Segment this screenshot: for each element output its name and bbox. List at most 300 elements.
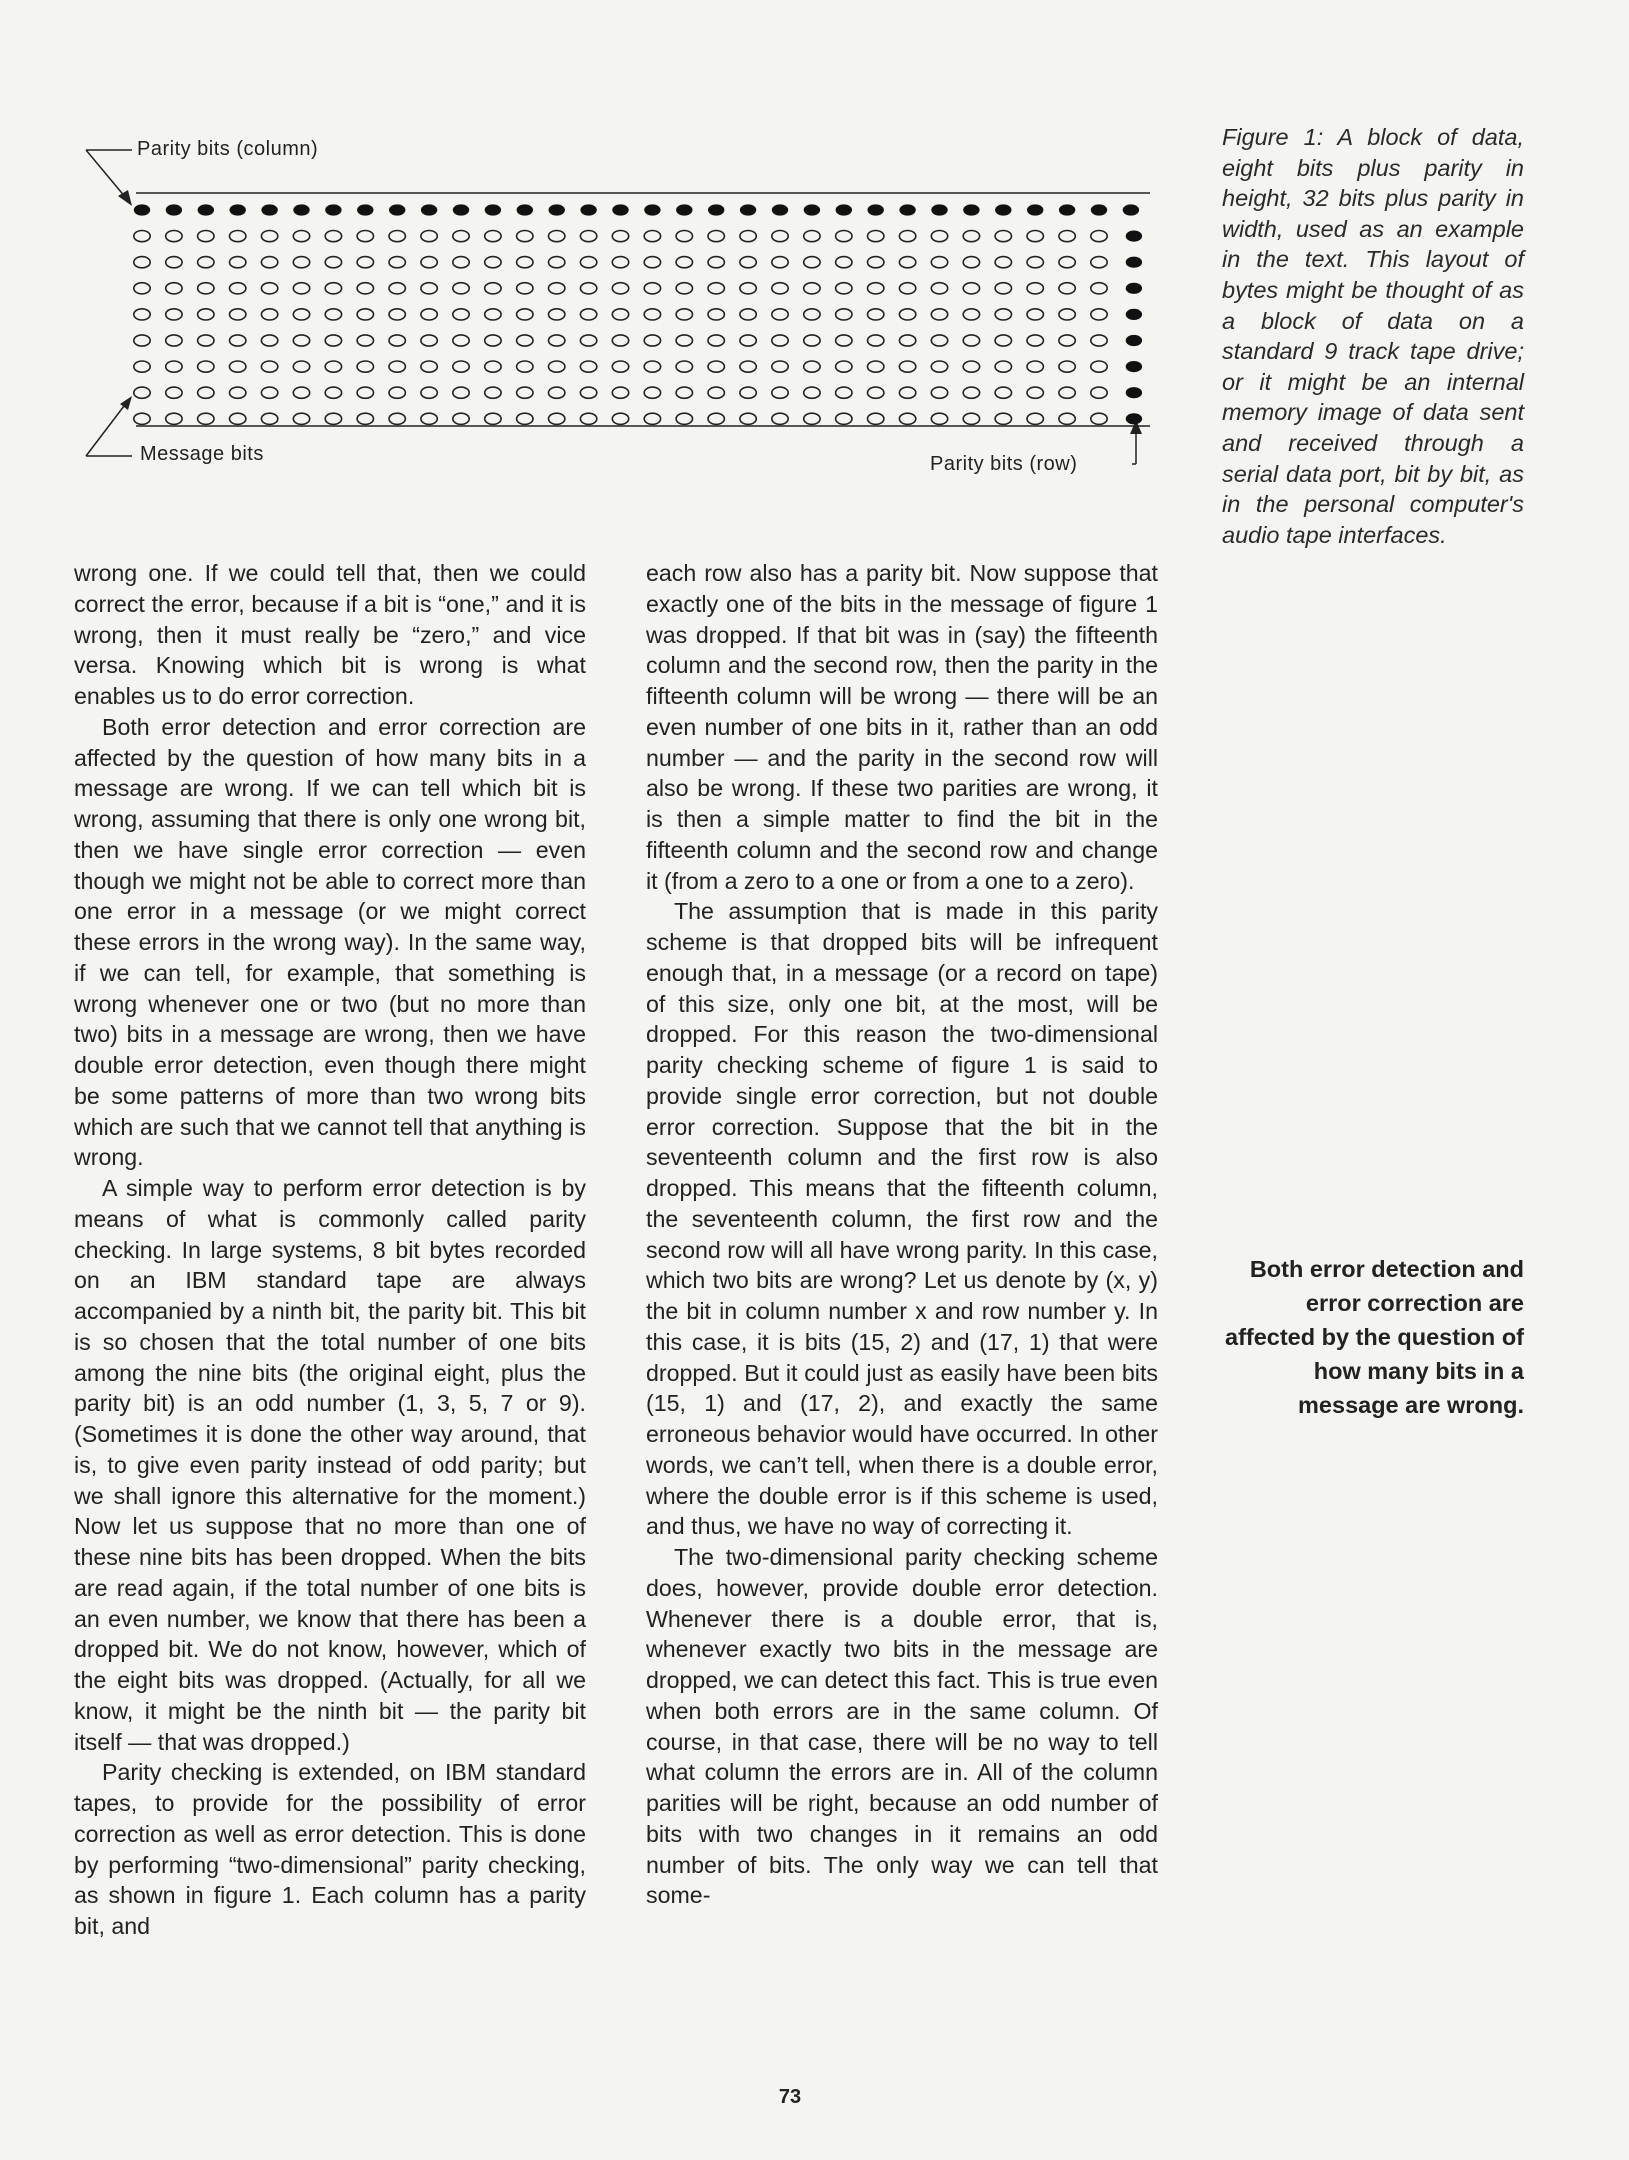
message-bit	[421, 413, 437, 424]
message-bit	[1091, 283, 1107, 294]
message-bit	[772, 387, 788, 398]
message-bit	[580, 361, 596, 372]
message-bit	[421, 335, 437, 346]
message-bit	[453, 413, 469, 424]
message-bit	[389, 413, 405, 424]
text-column-middle	[646, 558, 1158, 1911]
column-parity-bit	[963, 204, 979, 215]
message-bit	[676, 309, 692, 320]
message-bit	[453, 283, 469, 294]
message-bit	[612, 257, 628, 268]
message-bit	[899, 413, 915, 424]
message-bit	[740, 257, 756, 268]
message-bit	[421, 283, 437, 294]
message-bit	[230, 413, 246, 424]
message-bit	[517, 309, 533, 320]
column-parity-bit	[804, 204, 820, 215]
message-bit	[931, 387, 947, 398]
message-bit	[676, 257, 692, 268]
message-bit	[1027, 361, 1043, 372]
message-bit	[676, 361, 692, 372]
message-bit	[357, 309, 373, 320]
message-bit	[485, 283, 501, 294]
message-bit	[580, 231, 596, 242]
message-bit	[1091, 335, 1107, 346]
message-bit	[1027, 257, 1043, 268]
message-bit	[580, 309, 596, 320]
message-bit	[931, 413, 947, 424]
message-bit	[676, 335, 692, 346]
column-parity-bit	[1059, 204, 1075, 215]
message-bit	[868, 283, 884, 294]
message-bit	[1059, 257, 1075, 268]
message-bit	[676, 283, 692, 294]
message-bit	[325, 283, 341, 294]
message-bit	[453, 309, 469, 320]
message-bit	[804, 387, 820, 398]
message-bit	[612, 231, 628, 242]
row-parity-bit	[1126, 413, 1142, 424]
message-bit	[230, 387, 246, 398]
message-bit	[995, 309, 1011, 320]
message-bit	[134, 361, 150, 372]
message-bit	[676, 413, 692, 424]
message-bit	[868, 257, 884, 268]
message-bit	[1059, 361, 1075, 372]
message-bit	[963, 231, 979, 242]
message-bit	[1091, 361, 1107, 372]
message-bit	[166, 387, 182, 398]
message-bit	[325, 361, 341, 372]
message-bit	[772, 361, 788, 372]
message-bit	[995, 283, 1011, 294]
message-bit	[1091, 309, 1107, 320]
message-bit	[293, 335, 309, 346]
message-bit	[485, 413, 501, 424]
message-bit	[868, 309, 884, 320]
message-bit	[740, 361, 756, 372]
message-bit	[612, 283, 628, 294]
message-bit	[166, 231, 182, 242]
message-bit	[230, 257, 246, 268]
message-bit	[708, 283, 724, 294]
message-bit	[644, 361, 660, 372]
message-bit	[293, 309, 309, 320]
message-bit	[931, 335, 947, 346]
message-bit	[517, 361, 533, 372]
message-bit	[580, 413, 596, 424]
message-bit	[357, 361, 373, 372]
message-bit	[134, 309, 150, 320]
message-bit	[389, 257, 405, 268]
message-bit	[740, 387, 756, 398]
message-bit	[485, 257, 501, 268]
message-bit	[1059, 283, 1075, 294]
message-bit	[868, 231, 884, 242]
column-parity-bit	[453, 204, 469, 215]
message-bit	[389, 335, 405, 346]
message-bit	[166, 335, 182, 346]
message-bit	[644, 413, 660, 424]
message-bit	[517, 283, 533, 294]
column-parity-bit	[293, 204, 309, 215]
message-bit	[963, 257, 979, 268]
row-parity-bit	[1126, 361, 1142, 372]
message-bit	[644, 335, 660, 346]
message-bit	[166, 361, 182, 372]
paragraph: The two-dimensional parity checking scheme does, however, provide double error detection. Whenever there is a double error, that is, whenever exactly two bits in the message are dropped, we can detect this fact. This is true even when both errors are in the same column. Of course, in that case, there will be no way to tell what column the errors are in. All of the column parities will be right, because an odd number of bits with two changes in it remains an odd number of bits. The only way we can tell that some-	[646, 1544, 1158, 1909]
message-bit	[931, 309, 947, 320]
message-bit	[198, 387, 214, 398]
message-bit	[740, 283, 756, 294]
message-bit	[485, 361, 501, 372]
message-bit	[517, 413, 533, 424]
message-bit	[1091, 387, 1107, 398]
message-bit	[804, 413, 820, 424]
column-parity-bit	[261, 204, 277, 215]
message-bit	[389, 231, 405, 242]
page-number: 73	[778, 2086, 802, 2108]
column-parity-bit	[772, 204, 788, 215]
message-bit	[772, 335, 788, 346]
message-bit	[995, 361, 1011, 372]
message-bit	[166, 413, 182, 424]
message-bit	[580, 387, 596, 398]
message-bit	[517, 335, 533, 346]
message-bit	[485, 387, 501, 398]
message-bit	[453, 387, 469, 398]
message-bit	[836, 309, 852, 320]
column-parity-bit	[134, 204, 150, 215]
message-bit	[899, 309, 915, 320]
column-parity-bit	[740, 204, 756, 215]
column-parity-bit	[485, 204, 501, 215]
message-bit	[198, 283, 214, 294]
paragraph: wrong one. If we could tell that, then we could correct the error, because if a bit is “one,” and it is wrong, then it must really be “zero,” and vice versa. Knowing which bit is wrong is what enables us to do error correction.	[74, 560, 586, 709]
message-bit	[740, 335, 756, 346]
message-bit	[899, 283, 915, 294]
message-bit	[963, 309, 979, 320]
message-bit	[740, 309, 756, 320]
message-bit	[1091, 257, 1107, 268]
paragraph: Parity checking is extended, on IBM standard tapes, to provide for the possibility of error correction as well as error detection. This is done by performing “two-dimensional” parity checking, as shown in figure 1. Each column has a parity bit, and	[74, 1759, 586, 1939]
message-bit	[772, 257, 788, 268]
message-bit	[261, 257, 277, 268]
column-parity-bit	[357, 204, 373, 215]
message-bit	[261, 387, 277, 398]
message-bit	[325, 257, 341, 268]
column-parity-bit	[166, 204, 182, 215]
paragraph: The assumption that is made in this parity scheme is that dropped bits will be infrequent enough that, in a message (or a record on tape) of this size, only one bit, at the most, will be dropped. For this reason the two-dimensional parity checking scheme of figure 1 is said to provide single error correction, but not double error correction. Suppose that the bit in the seventeenth column and the first row is also dropped. This means that the fifteenth column, the seventeenth column, the first row and the second row will all have wrong parity. In this case, which two bits are wrong? Let us denote by (x, y) the bit in column number x and row number y. In this case, it is bits (15, 2) and (17, 1) that were dropped. But it could just as easily have been bits (15, 1) and (17, 2), and exactly the same erroneous behavior would have occurred. In other words, we can’t tell, when there is a double error, where the double error is if this scheme is used, and thus, we have no way of correcting it.	[646, 898, 1158, 1540]
column-parity-bit	[931, 204, 947, 215]
message-bit	[644, 387, 660, 398]
message-bit	[836, 361, 852, 372]
message-bit	[708, 361, 724, 372]
column-parity-bit	[325, 204, 341, 215]
message-bit	[868, 387, 884, 398]
message-bit	[325, 309, 341, 320]
column-parity-bit	[580, 204, 596, 215]
message-bit	[612, 387, 628, 398]
message-bit	[357, 231, 373, 242]
column-parity-bit	[868, 204, 884, 215]
message-bit	[198, 257, 214, 268]
message-bit	[485, 335, 501, 346]
message-bit	[549, 387, 565, 398]
message-bit	[612, 309, 628, 320]
message-bit	[772, 283, 788, 294]
message-bit	[166, 283, 182, 294]
label-message-bits: Message bits	[140, 443, 264, 465]
message-bit	[1027, 309, 1043, 320]
message-bit	[357, 387, 373, 398]
message-bit	[421, 257, 437, 268]
message-bit	[1091, 231, 1107, 242]
message-bit	[230, 309, 246, 320]
message-bit	[804, 335, 820, 346]
message-bit	[134, 231, 150, 242]
message-bit	[198, 413, 214, 424]
message-bit	[134, 413, 150, 424]
message-bit	[549, 361, 565, 372]
message-bit	[421, 231, 437, 242]
message-bit	[1027, 413, 1043, 424]
message-bit	[804, 361, 820, 372]
message-bit	[708, 231, 724, 242]
message-bit	[963, 387, 979, 398]
message-bit	[644, 283, 660, 294]
message-bit	[580, 335, 596, 346]
message-bit	[804, 309, 820, 320]
message-bit	[230, 335, 246, 346]
message-bit	[134, 257, 150, 268]
message-bit	[453, 335, 469, 346]
message-bit	[325, 387, 341, 398]
message-bit	[644, 257, 660, 268]
message-bit	[134, 387, 150, 398]
message-bit	[261, 413, 277, 424]
message-bit	[804, 231, 820, 242]
message-bit	[517, 387, 533, 398]
column-parity-bit	[198, 204, 214, 215]
message-bit	[549, 231, 565, 242]
message-bit	[389, 361, 405, 372]
message-bit	[549, 413, 565, 424]
message-bit	[549, 257, 565, 268]
figure-caption: Figure 1: A block of data, eight bits plus parity in height, 32 bits plus parity in width, used as an example in the text. This layout of bytes might be thought of as a block of data on a standard 9 track tape drive; or it might be an internal memory image of data sent and received through a serial data port, bit by bit, as in the personal computer's audio tape interfaces.	[1222, 124, 1524, 548]
message-bit	[868, 413, 884, 424]
message-bit	[899, 231, 915, 242]
message-bit	[325, 335, 341, 346]
message-bit	[230, 283, 246, 294]
message-bit	[485, 231, 501, 242]
message-bit	[868, 335, 884, 346]
message-bit	[580, 283, 596, 294]
message-bit	[293, 361, 309, 372]
message-bit	[198, 231, 214, 242]
message-bit	[1059, 413, 1075, 424]
row-parity-bit	[1126, 387, 1142, 398]
message-bit	[389, 387, 405, 398]
message-bit	[1059, 309, 1075, 320]
message-bit	[836, 387, 852, 398]
message-bit	[836, 413, 852, 424]
message-bit	[325, 413, 341, 424]
message-bit	[836, 335, 852, 346]
bit-grid	[134, 204, 1142, 424]
label-parity-bits-column: Parity bits (column)	[137, 138, 319, 160]
row-parity-bit	[1126, 283, 1142, 294]
message-bit	[293, 387, 309, 398]
message-bit	[868, 361, 884, 372]
message-bit	[325, 231, 341, 242]
message-bit	[612, 413, 628, 424]
message-bit	[261, 309, 277, 320]
message-bit	[804, 257, 820, 268]
message-bit	[676, 231, 692, 242]
paragraph: each row also has a parity bit. Now suppose that exactly one of the bits in the message of figure 1 was dropped. If that bit was in (say) the fifteenth column and the second row, then the parity in the fifteenth column will be wrong — there will be an even number of one bits in it, rather than an odd number — and the parity in the second row will also be wrong. If these two parities are wrong, it is then a simple matter to find the bit in the fifteenth column and the second row and change it (from a zero to a one or from a one to a zero).	[646, 560, 1158, 894]
message-bit	[293, 283, 309, 294]
message-bit	[963, 335, 979, 346]
message-bit	[612, 335, 628, 346]
message-bit	[995, 257, 1011, 268]
message-bit	[198, 335, 214, 346]
column-parity-bit	[549, 204, 565, 215]
text-column-left	[74, 558, 586, 1942]
message-bit	[1027, 231, 1043, 242]
message-bit	[453, 231, 469, 242]
message-bit	[740, 231, 756, 242]
column-parity-bit	[995, 204, 1011, 215]
column-parity-bit	[389, 204, 405, 215]
message-bit	[293, 413, 309, 424]
message-bit	[1059, 335, 1075, 346]
message-bit	[899, 335, 915, 346]
message-bit	[995, 231, 1011, 242]
message-bit	[995, 387, 1011, 398]
paragraph: Both error detection and error correction are affected by the question of how many bits in a message are wrong. If we can tell which bit is wrong, assuming that there is only one wrong bit, then we have single error correction — even though we might not be able to correct more than one error in a message (or we might correct these errors in the wrong way). In the same way, if we can tell, for example, that something is wrong whenever one or two (but no more than two) bits in a message are wrong, then we have double error detection, even though there might be some patterns of more than two wrong bits which are such that we cannot tell that anything is wrong.	[74, 713, 586, 1171]
column-parity-bit	[230, 204, 246, 215]
message-bit	[580, 257, 596, 268]
message-bit	[708, 413, 724, 424]
message-bit	[261, 361, 277, 372]
message-bit	[1027, 283, 1043, 294]
message-bit	[261, 231, 277, 242]
figure-1	[80, 120, 1180, 500]
message-bit	[261, 335, 277, 346]
column-parity-bit	[1123, 204, 1139, 215]
message-bit	[517, 231, 533, 242]
row-parity-bit	[1126, 309, 1142, 320]
message-bit	[740, 413, 756, 424]
message-bit	[549, 309, 565, 320]
message-bit	[549, 283, 565, 294]
message-bit	[963, 413, 979, 424]
message-bit	[899, 361, 915, 372]
message-bit	[453, 361, 469, 372]
message-bit	[708, 335, 724, 346]
message-bit	[293, 231, 309, 242]
column-parity-bit	[836, 204, 852, 215]
message-bit	[931, 231, 947, 242]
message-bit	[963, 361, 979, 372]
message-bit	[261, 283, 277, 294]
message-bit	[485, 309, 501, 320]
row-parity-bit	[1126, 231, 1142, 242]
message-bit	[772, 309, 788, 320]
message-bit	[166, 257, 182, 268]
message-bit	[676, 387, 692, 398]
message-bit	[1027, 387, 1043, 398]
message-bit	[357, 335, 373, 346]
message-bit	[549, 335, 565, 346]
message-bit	[134, 283, 150, 294]
message-bit	[772, 413, 788, 424]
message-bit	[772, 231, 788, 242]
message-bit	[995, 335, 1011, 346]
row-parity-bit	[1126, 335, 1142, 346]
message-bit	[612, 361, 628, 372]
row-parity-bit	[1126, 257, 1142, 268]
column-parity-bit	[1027, 204, 1043, 215]
label-parity-bits-row: Parity bits (row)	[930, 453, 1078, 475]
paragraph: A simple way to perform error detection is by means of what is commonly called parity checking. In large systems, 8 bit bytes recorded on an IBM standard tape are always accompanied by a ninth bit, the parity bit. This bit is so chosen that the total number of one bits among the nine bits (the original eight, plus the parity bit) is an odd number (1, 3, 5, 7 or 9). (Sometimes it is done the other way around, that is, to give even parity instead of odd parity; but we shall ignore this alternative for the moment.) Now let us suppose that no more than one of these nine bits has been dropped. When the bits are read again, if the total number of one bits is an even number, we know that there has been a dropped bit. We do not know, however, which of the eight bits was dropped. (Actually, for all we know, it might be the ninth bit — the parity bit itself — that was dropped.)	[74, 1175, 586, 1755]
column-parity-bit	[644, 204, 660, 215]
message-bit	[1059, 231, 1075, 242]
message-bit	[421, 361, 437, 372]
message-bit	[708, 387, 724, 398]
message-bit	[421, 387, 437, 398]
column-parity-bit	[421, 204, 437, 215]
message-bit	[963, 283, 979, 294]
message-bit	[357, 257, 373, 268]
message-bit	[166, 309, 182, 320]
message-bit	[293, 257, 309, 268]
message-bit	[931, 283, 947, 294]
message-bit	[899, 387, 915, 398]
column-parity-bit	[517, 204, 533, 215]
message-bit	[899, 257, 915, 268]
message-bit	[230, 361, 246, 372]
message-bit	[421, 309, 437, 320]
message-bit	[995, 413, 1011, 424]
column-parity-bit	[612, 204, 628, 215]
message-bit	[134, 335, 150, 346]
column-parity-bit	[676, 204, 692, 215]
message-bit	[198, 309, 214, 320]
message-bit	[931, 361, 947, 372]
message-bit	[1091, 413, 1107, 424]
message-bit	[836, 257, 852, 268]
message-bit	[389, 283, 405, 294]
column-parity-bit	[708, 204, 724, 215]
message-bit	[644, 231, 660, 242]
message-bit	[1059, 387, 1075, 398]
message-bit	[389, 309, 405, 320]
column-parity-bit	[899, 204, 915, 215]
message-bit	[804, 283, 820, 294]
message-bit	[708, 309, 724, 320]
message-bit	[198, 361, 214, 372]
column-parity-bit	[1091, 204, 1107, 215]
message-bit	[644, 309, 660, 320]
message-bit	[453, 257, 469, 268]
message-bit	[931, 257, 947, 268]
message-bit	[357, 283, 373, 294]
message-bit	[357, 413, 373, 424]
message-bit	[230, 231, 246, 242]
pull-quote: Both error detection and error correction are affected by the question of how many bits in a message are wrong.	[1225, 1256, 1524, 1418]
